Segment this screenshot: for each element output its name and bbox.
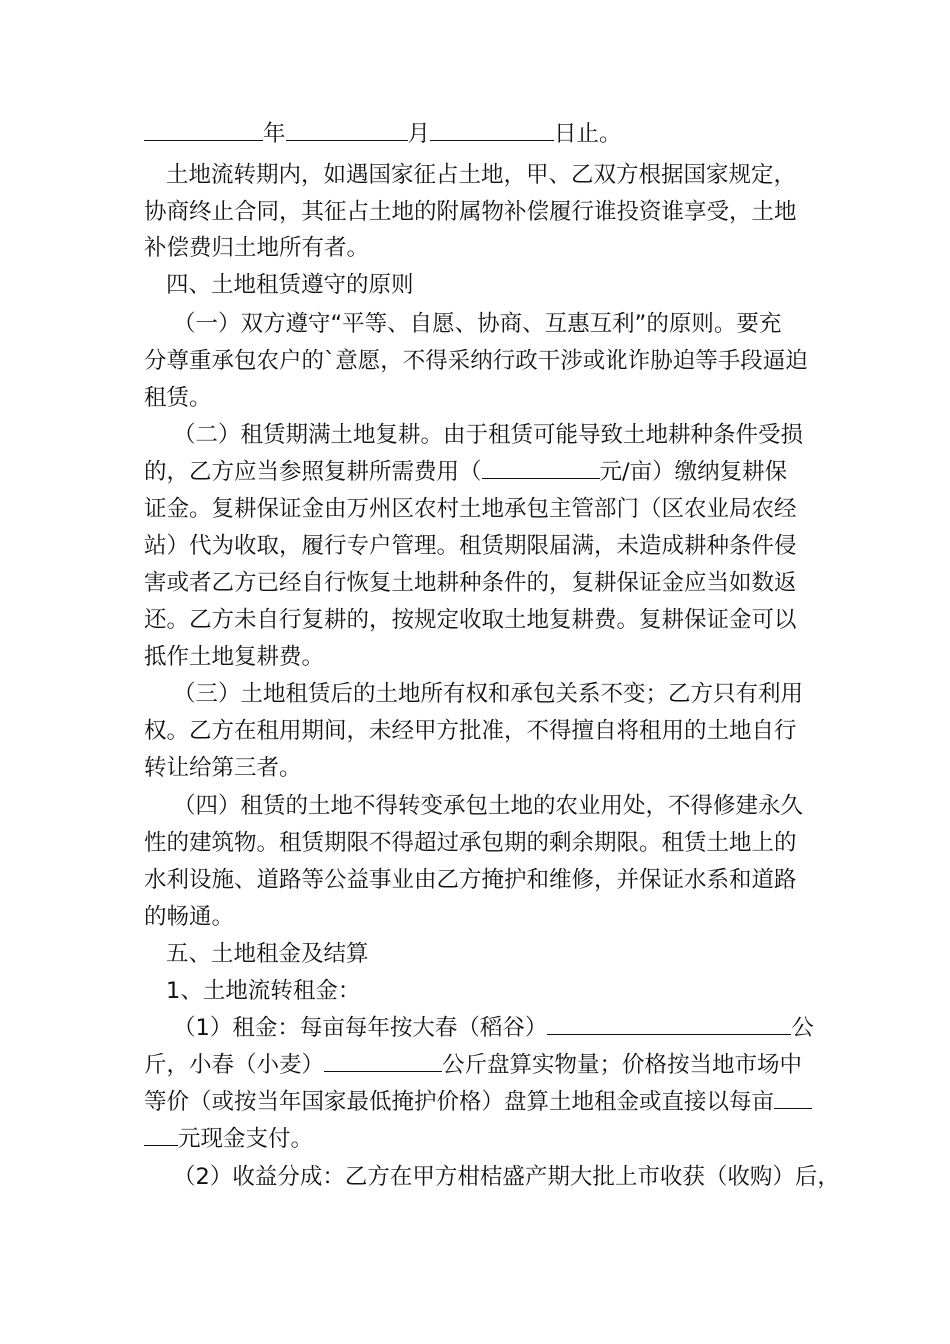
paragraph-line: 租赁。 (144, 385, 212, 411)
section-heading-5: 五、土地租金及结算 (166, 941, 369, 967)
line-text: 公 (791, 1015, 814, 1041)
section-heading-4: 四、土地租赁遵守的原则 (166, 272, 414, 298)
paragraph-line: 分尊重承包农户的`意愿，不得采纳行政干涉或讹诈胁迫等手段逼迫 (144, 348, 808, 374)
paragraph-line (144, 1123, 824, 1155)
paragraph-line: （三）土地租赁后的土地所有权和承包关系不变；乙方只有利用 (173, 681, 804, 707)
line-text: 公斤盘算实物量；价格按当地市场中 (442, 1052, 803, 1078)
paragraph-line: （二）租赁期满土地复耕。由于租赁可能导致土地耕种条件受损 (173, 422, 804, 448)
paragraph-line: 站）代为收取，履行专户管理。租赁期限届满，未造成耕种条件侵 (144, 533, 797, 559)
reclamation-fee-blank (482, 456, 600, 479)
paragraph-line: 转让给第三者。 (144, 755, 302, 781)
wheat-amount-blank (324, 1049, 442, 1072)
paragraph-line (144, 1086, 824, 1118)
day-blank (430, 118, 554, 141)
paragraph-line (144, 456, 824, 488)
month-blank (286, 118, 408, 141)
paragraph-line: 权。乙方在租用期间，未经甲方批准，不得擅自将租用的土地自行 (144, 718, 797, 744)
year-label: 年 (263, 121, 286, 147)
cash-amount-blank-part2 (144, 1123, 178, 1146)
paragraph-line: 害或者乙方已经自行恢复土地耕种条件的，复耕保证金应当如数返 (144, 570, 797, 596)
line-text: 等价（或按当年国家最低掩护价格）盘算土地租金或直接以每亩 (144, 1089, 775, 1115)
line-text: 的，乙方应当参照复耕所需费用（ (144, 459, 482, 485)
paragraph-line: 土地流转期内，如遇国家征占土地，甲、乙双方根据国家规定， (166, 162, 797, 188)
paragraph-line: 证金。复耕保证金由万州区农村土地承包主管部门（区农业局农经 (144, 496, 797, 522)
year-blank (144, 118, 263, 141)
paragraph-line (144, 1049, 824, 1081)
line-text: 斤，小春（小麦） (144, 1052, 325, 1078)
paragraph-line: （2）收益分成：乙方在甲方柑桔盛产期大批上市收获（收购）后， (173, 1164, 840, 1190)
date-line (144, 118, 824, 150)
paragraph-line: （四）租赁的土地不得转变承包土地的农业用处，不得修建永久 (173, 793, 804, 819)
paragraph-line: 还。乙方未自行复耕的，按规定收取土地复耕费。复耕保证金可以 (144, 607, 797, 633)
line-text: 元现金支付。 (178, 1126, 314, 1152)
paragraph-line: 抵作土地复耕费。 (144, 644, 325, 670)
line-text: （1）租金：每亩每年按大春（稻谷） (173, 1015, 548, 1041)
subsection-heading: 1、土地流转租金： (166, 978, 361, 1004)
paragraph-line: 水利设施、道路等公益事业由乙方掩护和维修，并保证水系和道路 (144, 867, 797, 893)
line-text: 元/亩）缴纳复耕保 (599, 459, 788, 485)
paragraph-line: 性的建筑物。租赁期限不得超过承包期的剩余期限。租赁土地上的 (144, 830, 797, 856)
rice-amount-blank (547, 1012, 791, 1035)
day-label: 日止。 (554, 121, 622, 147)
paragraph-line: （一）双方遵守“平等、自愿、协商、互惠互利”的原则。要充 (173, 311, 782, 337)
month-label: 月 (407, 121, 431, 147)
paragraph-line: 的畅通。 (144, 904, 235, 930)
paragraph-line: 补偿费归土地所有者。 (144, 235, 370, 261)
cash-amount-blank-part1 (774, 1086, 812, 1109)
paragraph-line (173, 1012, 853, 1044)
paragraph-line: 协商终止合同，其征占土地的附属物补偿履行谁投资谁享受，土地 (144, 199, 797, 225)
